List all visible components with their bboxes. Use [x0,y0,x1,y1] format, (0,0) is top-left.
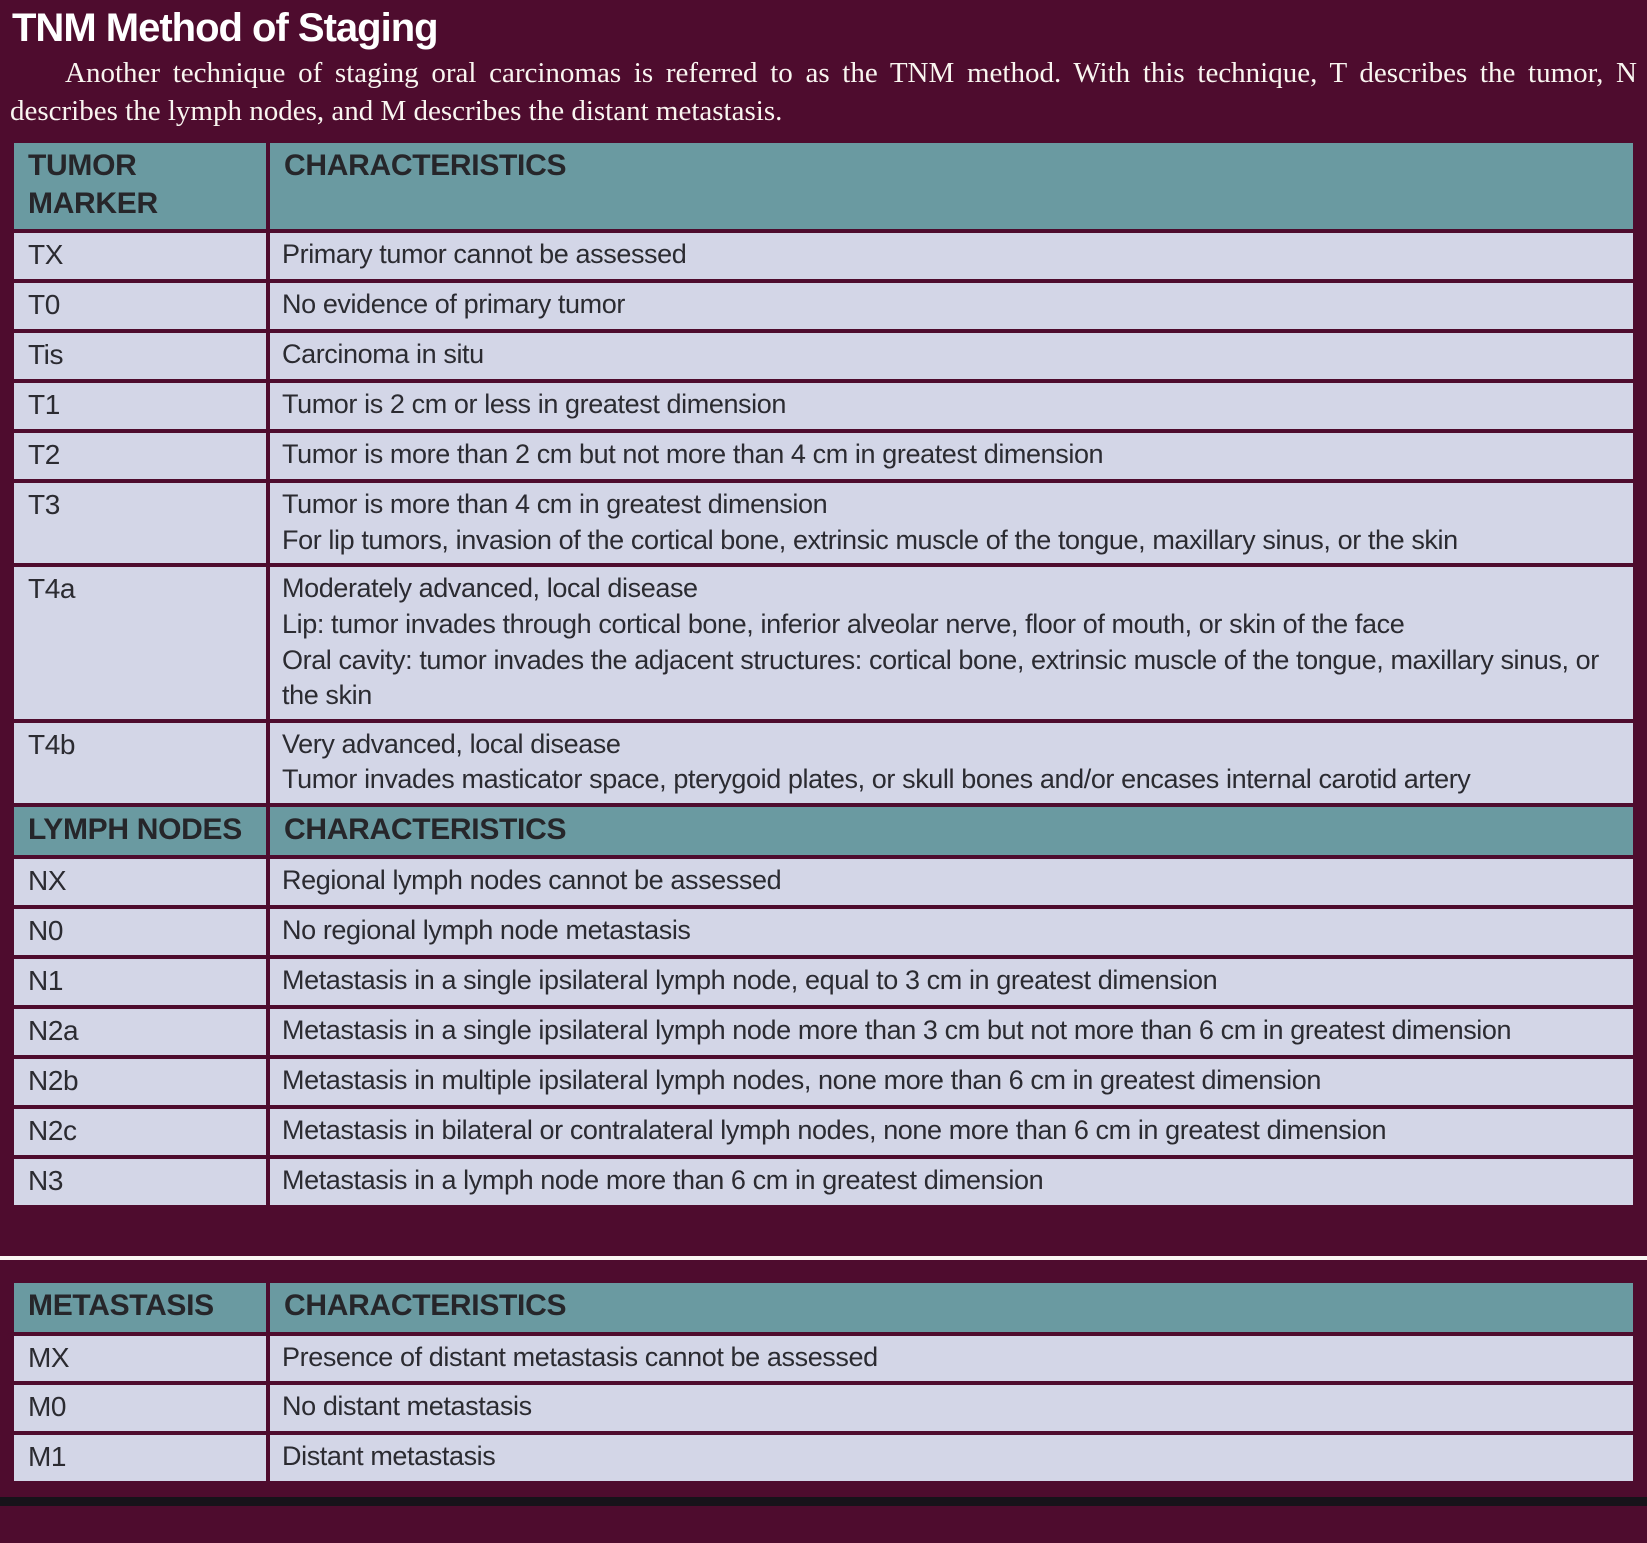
lymph-nodes-header-row [12,805,1635,857]
table-row-n2c [12,1107,1635,1157]
separator-line [0,1256,1647,1260]
table-row-t1 [12,381,1635,431]
table-row-n0 [12,907,1635,957]
marker-cell: NX [12,857,268,907]
table-row-m0 [12,1383,1635,1433]
tnm-staging-table-metastasis [10,1279,1637,1485]
characteristics-cell [268,907,1635,957]
column-header-characteristics: CHARACTERISTICS [268,141,1635,232]
characteristic-line: Tumor is 2 cm or less in greatest dimension [282,389,786,420]
marker-cell: M1 [12,1433,268,1483]
characteristic-line: No distant metastasis [282,1391,532,1422]
table-row-n2b [12,1057,1635,1107]
table-row-t2 [12,431,1635,481]
characteristics-cell [268,1433,1635,1483]
marker-cell: T4b [12,721,268,805]
characteristic-line: Very advanced, local disease [282,728,621,759]
characteristic-line: For lip tumors, invasion of the cortical bone, extrinsic muscle of the tongue, maxillary sinus, or the skin [282,524,1458,555]
characteristics-cell [268,1007,1635,1057]
marker-cell: TX [12,231,268,281]
table-row-n3 [12,1157,1635,1207]
characteristic-line: Moderately advanced, local disease [282,573,698,604]
table-row-t3 [12,481,1635,565]
marker-cell: T1 [12,381,268,431]
table-row-mx [12,1334,1635,1384]
table-row-tis [12,331,1635,381]
marker-cell: Tis [12,331,268,381]
table-row-n2a [12,1007,1635,1057]
intro-paragraph: Another technique of staging oral carcinomas is referred to as the TNM method. With this technique, T describes the tumor, N describes the lymph nodes, and M describes the distant metastasis. [10,57,1637,128]
marker-cell: T3 [12,481,268,565]
characteristic-line: Tumor is more than 2 cm but not more than 4 cm in greatest dimension [282,439,1104,470]
characteristics-cell [268,957,1635,1007]
marker-cell: T4a [12,565,268,721]
characteristic-line: Presence of distant metastasis cannot be assessed [282,1341,878,1372]
column-header-lymph-nodes: LYMPH NODES [12,805,268,857]
marker-cell: MX [12,1334,268,1384]
marker-cell: N0 [12,907,268,957]
characteristics-cell [268,231,1635,281]
table-row-t4b [12,721,1635,805]
characteristics-cell [268,431,1635,481]
characteristic-line: Metastasis in a lymph node more than 6 cm in greatest dimension [282,1165,1044,1196]
marker-cell: N2c [12,1107,268,1157]
marker-cell: N2a [12,1007,268,1057]
marker-cell: M0 [12,1383,268,1433]
characteristics-cell [268,857,1635,907]
characteristic-line: Metastasis in a single ipsilateral lymph node more than 3 cm but not more than 6 cm in greatest dimension [282,1015,1512,1046]
table-row-nx [12,857,1635,907]
table-row-m1 [12,1433,1635,1483]
characteristic-line: Oral cavity: tumor invades the adjacent structures: cortical bone, extrinsic muscle of the tongue, maxillary sinus, or the skin [282,644,1599,711]
characteristic-line: Metastasis in bilateral or contralateral lymph nodes, none more than 6 cm in greatest dimension [282,1115,1387,1146]
characteristics-cell [268,331,1635,381]
column-header-metastasis: METASTASIS [12,1281,268,1333]
marker-cell: T2 [12,431,268,481]
characteristics-cell [268,1334,1635,1384]
table-row-t4a [12,565,1635,721]
characteristics-cell [268,281,1635,331]
characteristic-line: Tumor invades masticator space, pterygoid plates, or skull bones and/or encases internal carotid artery [282,764,1471,795]
characteristic-line: Distant metastasis [282,1441,496,1472]
characteristic-line: Tumor is more than 4 cm in greatest dimension [282,489,828,520]
column-header-tumor-marker: TUMOR MARKER [12,141,268,232]
characteristic-line: Carcinoma in situ [282,339,484,370]
marker-cell: N2b [12,1057,268,1107]
characteristic-line: No evidence of primary tumor [282,289,625,320]
characteristics-cell [268,1157,1635,1207]
characteristics-cell [268,1383,1635,1433]
characteristic-line: No regional lymph node metastasis [282,915,691,946]
characteristics-cell [268,481,1635,565]
characteristic-line: Lip: tumor invades through cortical bone, inferior alveolar nerve, floor of mouth, or skin of the face [282,608,1405,639]
marker-cell: N3 [12,1157,268,1207]
table-row-tx [12,231,1635,281]
characteristic-line: Metastasis in multiple ipsilateral lymph nodes, none more than 6 cm in greatest dimension [282,1065,1321,1096]
marker-cell: N1 [12,957,268,1007]
characteristics-cell [268,1107,1635,1157]
table-row-t0 [12,281,1635,331]
tnm-staging-table-tumor-and-lymph [10,139,1637,1210]
metastasis-header-row [12,1281,1635,1333]
characteristic-line: Regional lymph nodes cannot be assessed [282,865,782,896]
section-separator [0,1209,1647,1279]
marker-cell: T0 [12,281,268,331]
characteristics-cell [268,381,1635,431]
bottom-rule [0,1497,1647,1506]
column-header-characteristics: CHARACTERISTICS [268,805,1635,857]
characteristics-cell [268,721,1635,805]
table-row-n1 [12,957,1635,1007]
characteristics-cell [268,565,1635,721]
characteristics-cell [268,1057,1635,1107]
characteristic-line: Metastasis in a single ipsilateral lymph node, equal to 3 cm in greatest dimension [282,965,1218,996]
column-header-characteristics: CHARACTERISTICS [268,1281,1635,1333]
tumor-marker-header-row [12,141,1635,232]
characteristic-line: Primary tumor cannot be assessed [282,239,687,270]
page-title: TNM Method of Staging [12,6,438,50]
